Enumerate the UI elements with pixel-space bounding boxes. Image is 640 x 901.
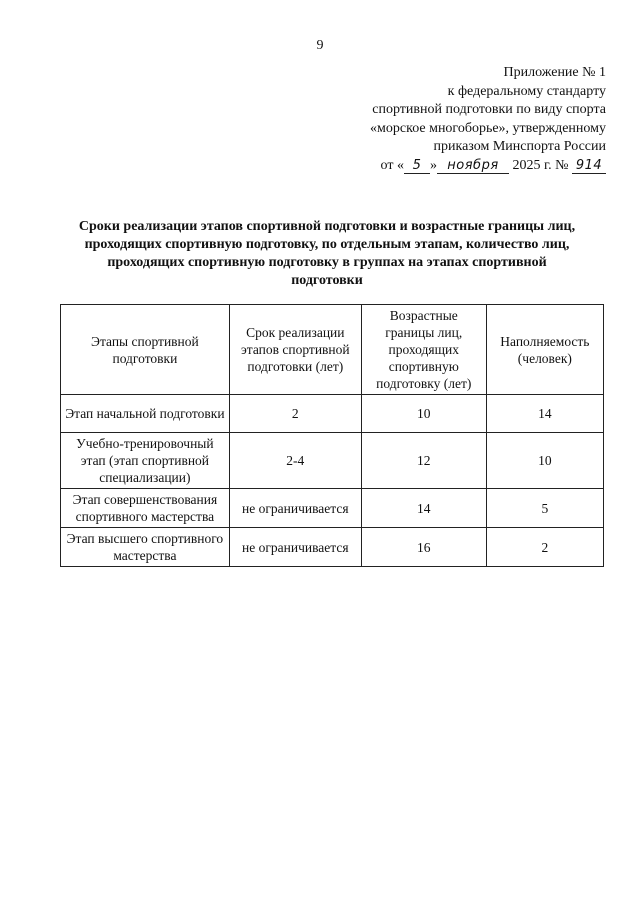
title-line: Сроки реализации этапов спортивной подготовки и возрастные границы лиц, (78, 219, 576, 234)
date-month-handwritten: ноября (437, 159, 509, 174)
page-number: 9 (316, 38, 324, 53)
age-cell: 12 (361, 433, 486, 489)
order-number-handwritten: 914 (572, 159, 606, 174)
duration-cell: не ограничивается (229, 528, 361, 567)
header-stages: Этапы спортивной подготовки (61, 305, 230, 395)
date-day-handwritten: 5 (404, 159, 430, 174)
appendix-block (306, 64, 606, 175)
age-cell: 14 (361, 489, 486, 528)
group-size-cell: 2 (486, 528, 603, 567)
table-row (61, 395, 604, 433)
appendix-line: «морское многоборье», утвержденному (370, 120, 606, 136)
stage-name-cell: Учебно-тренировочный этап (этап спортивной специализации) (61, 433, 230, 489)
duration-cell: 2 (229, 395, 361, 433)
stage-name-cell: Этап начальной подготовки (61, 395, 230, 433)
header-group-size: Наполняемость (человек) (486, 305, 603, 395)
age-cell: 10 (361, 395, 486, 433)
stage-name-cell: Этап высшего спортивного мастерства (61, 528, 230, 567)
group-size-cell: 14 (486, 395, 603, 433)
table-row (61, 433, 604, 489)
header-age-limits: Возрастные границы лиц, проходящих спортивную подготовку (лет) (361, 305, 486, 395)
stage-name-cell: Этап совершенствования спортивного мастерства (61, 489, 230, 528)
duration-cell: не ограничивается (229, 489, 361, 528)
stages-table (60, 304, 604, 567)
appendix-line: спортивной подготовки по виду спорта (372, 102, 606, 117)
appendix-date-line (306, 157, 606, 176)
group-size-cell: 5 (486, 489, 603, 528)
title-line: подготовки (291, 273, 363, 288)
table-row (61, 528, 604, 567)
table-header-row (61, 305, 604, 395)
title-line: проходящих спортивную подготовку, по отдельным этапам, количество лиц, (84, 237, 570, 252)
age-cell: 16 (361, 528, 486, 567)
appendix-title: Приложение № 1 (503, 65, 606, 80)
date-year: 2025 г. № (512, 157, 569, 173)
document-title (60, 218, 594, 290)
group-size-cell: 10 (486, 433, 603, 489)
table-row (61, 489, 604, 528)
header-duration: Срок реализации этапов спортивной подготовки (лет) (229, 305, 361, 395)
duration-cell: 2-4 (229, 433, 361, 489)
date-mid: » (429, 157, 437, 173)
appendix-line: к федеральному стандарту (447, 83, 606, 99)
title-line: проходящих спортивную подготовку в группах на этапах спортивной (107, 255, 547, 270)
appendix-line: приказом Минспорта России (433, 139, 606, 154)
date-prefix: от « (380, 157, 404, 173)
